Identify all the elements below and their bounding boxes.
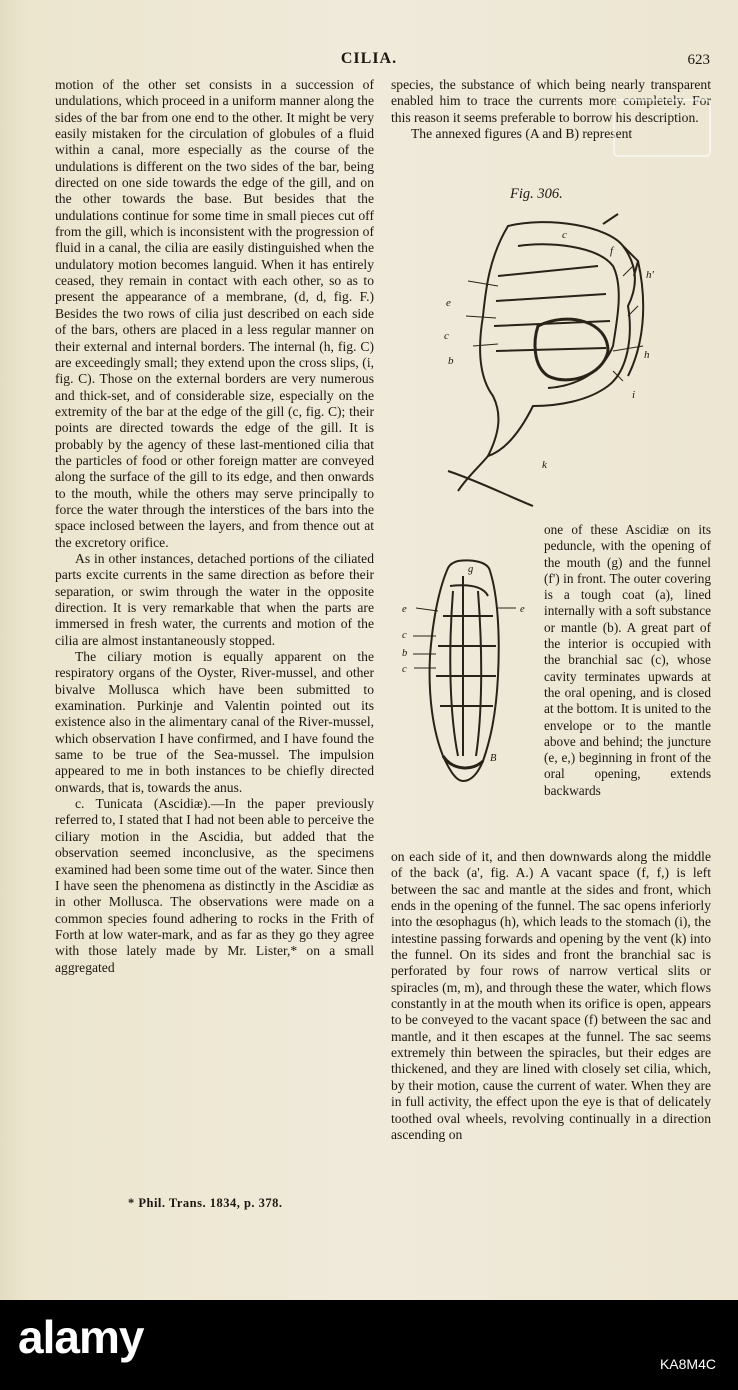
figure-306-b (398, 556, 538, 786)
page-number: 623 (687, 52, 710, 68)
fig-a-letter: h (644, 349, 650, 361)
fig-b-letter: b (402, 648, 408, 659)
fig-b-letter: g (468, 564, 474, 575)
fig-a-letter: h' (646, 269, 654, 281)
footnote: * Phil. Trans. 1834, p. 378. (128, 1196, 283, 1210)
watermark-brand: alamy (18, 1311, 144, 1363)
fig-b-letter: c (402, 630, 407, 641)
fig-a-letter: c (444, 330, 449, 342)
fig-b-letter: e (520, 604, 525, 615)
fig-a-letter: b (448, 355, 454, 367)
figure-label: Fig. 306. (510, 186, 563, 202)
running-head-title: CILIA. (340, 50, 398, 67)
paragraph: motion of the other set consists in a succession of undulations, which proceed in a uniform manner along the sides of the bar from one end to the other. It might be very easily mistaken for the circulation of globules of a fluid within a canal, more especially as the course of the undulations is different on the two sides of the bar, being directed on one side towards the edge of the gill, and on the other towards the base. But besides that the undulations continue for some time in small pieces cut off from the gill, which is inconsistent with the progression of fluid in a canal, the cilia are easily distinguished when the undulatory motion becomes languid. When it has entirely ceased, they remain in contact with each other, so as to present the appearance of a membrane, (d, d, fig. F.) Besides the two rows of cilia just described on each side of the bars, others are placed in a less regular manner on their external and internal borders. The internal (h, fig. C) are exceedingly small; they extend upon the cross slips, (i, fig. C). Those on the external borders are very numerous and thick-set, and of considerable size, especially on the extremity of the bar at the edge of the gill (c, fig. C); their points are directed towards the edge of the gill. It is probably by the agency of these last-mentioned cilia that the particles of food or other foreign matter are conveyed along the surface of the gill to its edge, and then onwards to the mouth, while the others may serve principally to force the water through the interstices of the bars into the space inclosed between the layers, and from thence out at the excretory orifice. (55, 77, 374, 550)
paragraph: The ciliary motion is equally apparent on the respiratory organs of the Oyster, River-mussel, and other bivalve Mollusca which have been submitted to examination. Purkinje and Valentin pointed out its existence also in the alimentary canal of the River-mussel, which observation I have confirmed, and I have found the same to be true of the Sea-mussel. The impulsion appeared to me in both instances to be chiefly directed onwards, that is, towards the anus. (55, 649, 374, 795)
watermark-stock-id: KA8M4C (659, 1356, 716, 1372)
paragraph: As in other instances, detached portions of the ciliated parts excite currents in the same direction as before their separation, or swim through the water in the opposite direction. It is very remarkable that when the parts are immersed in fresh water, the currents and motion of the cilia are almost instantaneously stopped. (55, 550, 374, 648)
watermark-icon (612, 98, 712, 158)
paragraph: c. Tunicata (Ascidiæ).—In the paper previously referred to, I stated that I had not been able to perceive the ciliary motion in the Ascidia, but added that the observation seemed inconclusive, as the specimens examined had been some time out of the water. Since then I have seen the phenomena as distinctly in the Ascidiæ as in other Mollusca. The observations were made on a common species found adhering to rocks in the Frith of Forth at low water-mark, and as far as they go they agree with those lately made by Mr. Lister,* on a small aggregated (55, 796, 374, 975)
fig-b-letter: c (402, 664, 407, 675)
paragraph: on each side of it, and then downwards along the middle of the back (a', fig. A.) A vacant space (f, f,) is left between the sac and mantle at the sides and front, which ends in the opening of the funnel. The sac opens inferiorly into the œsophagus (h), which leads to the stomach (i), the intestine passing forwards and opening by the vent (k) into the funnel. On its sides and front the branchial sac is perforated by four rows of narrow vertical slits or spiracles (m, m), and through these the water, which flows constantly in at the mouth when its orifice is open, appears to be conveyed to the vacant space (f) between the sac and mantle, and it then escapes at the funnel. The sac seems extremely thin between the spiracles, but their edges are thickened, and they are lined with closely set cilia, which, by their motion, cause the current of water. When they are in full activity, the effect upon the eye is that of delicately toothed oval wheels, revolving continually in a direction ascending on (391, 849, 711, 1142)
fig-b-letter: B (490, 753, 497, 764)
fig-a-letter: e (446, 297, 451, 309)
fig-b-letter: e (402, 604, 407, 615)
paragraph: The annexed figures (A and B) represent (411, 126, 633, 142)
right-column-bottom (391, 849, 711, 1143)
right-column-beside-figure (544, 522, 711, 799)
paragraph: species, the substance of which being nearly transparent enabled him to trace the currents more completely. For this reason it seems preferable to borrow his description. (391, 77, 711, 125)
fig-a-letter: c (562, 229, 567, 241)
left-column (55, 77, 374, 976)
paragraph: one of these Ascidiæ on its peduncle, with the opening of the mouth (g) and the funnel (f') in front. The outer covering is a tough coat (a), lined internally with a soft substance or mantle (b). A great part of the interior is occupied with the branchial sac (c), whose cavity terminates upwards at the oral opening, and is closed at the bottom. It is united to the envelope or to the mantle above and behind; the juncture (e, e,) beginning in front of the oral opening, extends backwards (544, 522, 711, 798)
fig-a-letter: f (610, 245, 614, 257)
fig-a-letter: i (632, 389, 636, 401)
figure-306-a (438, 206, 688, 516)
fig-a-letter: k (542, 459, 547, 471)
